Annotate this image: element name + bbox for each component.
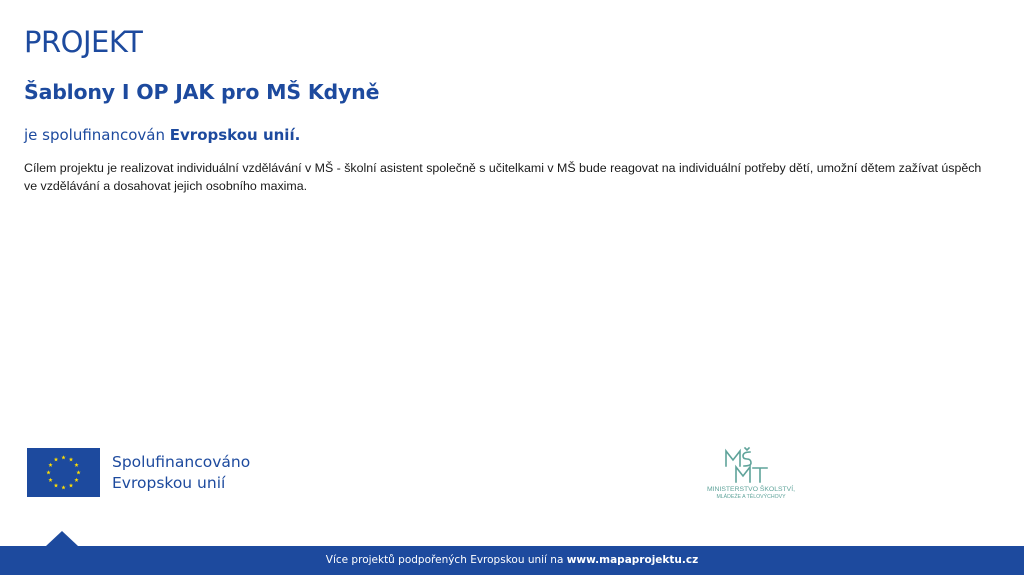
eu-logo-text	[112, 452, 250, 494]
cofinancing-prefix: je spolufinancován	[24, 126, 170, 144]
eu-logo-line-1: Spolufinancováno	[112, 452, 251, 471]
footer-bar	[0, 546, 1024, 575]
msmt-logo-line-2: MLÁDEŽE A TĚLOVÝCHOVY	[716, 494, 786, 500]
eu-logo-line-2: Evropskou unií	[112, 473, 226, 492]
project-description: Cílem projektu je realizovat individuální vzdělávání v MŠ - školní asistent společně s učitelkami v MŠ bude reagovat na individuální potřeby dětí, umožní dětem zažívat úspěch ve vzdělávání a dosahovat jejich osobního maxima.	[24, 161, 982, 193]
cofinancing-statement	[24, 124, 300, 146]
footer-prefix: Více projektů podpořených Evropskou unií na	[325, 554, 567, 566]
eu-cofinancing-logo	[27, 448, 250, 497]
msmt-logo	[696, 446, 806, 500]
page-title: PROJEKT	[24, 25, 143, 59]
msmt-emblem-icon	[696, 446, 806, 500]
msmt-logo-line-1: MINISTERSTVO ŠKOLSTVÍ,	[707, 486, 795, 493]
project-name: Šablony I OP JAK pro MŠ Kdyně	[24, 80, 380, 104]
footer-text	[0, 553, 1024, 567]
footer-notch	[46, 531, 78, 546]
cofinancing-highlight: Evropskou unií.	[169, 126, 301, 144]
footer-link[interactable]: www.mapaprojektu.cz	[566, 554, 699, 566]
eu-flag-icon	[27, 448, 100, 497]
